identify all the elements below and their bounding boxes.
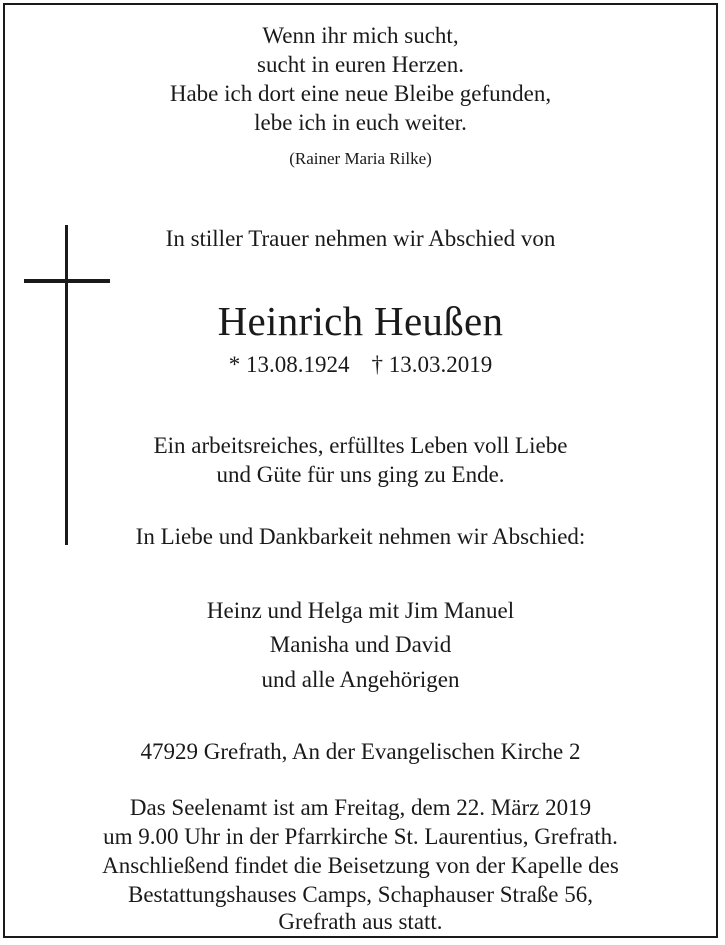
address: 47929 Grefrath, An der Evangelischen Kirche 2 [140, 739, 581, 764]
poem-line: lebe ich in euch weiter. [254, 110, 467, 135]
poem-author: (Rainer Maria Rilke) [289, 149, 432, 168]
service-line: Anschließend findet die Beisetzung von der Kapelle des [102, 853, 619, 878]
intro-text: In stiller Trauer nehmen wir Abschied von [165, 226, 556, 251]
poem-line: Habe ich dort eine neue Bleibe gefunden, [169, 81, 552, 106]
service-line: Bestattungshauses Camps, Schaphauser Straße 56, [127, 882, 594, 907]
deceased-name: Heinrich Heußen [217, 298, 504, 344]
tribute-line: Ein arbeitsreiches, erfülltes Leben voll Liebe [153, 433, 568, 458]
obituary-notice [3, 3, 718, 938]
mourner-line: Manisha und David [269, 632, 452, 657]
poem-line: sucht in euren Herzen. [257, 52, 464, 77]
cross-icon [65, 225, 68, 545]
service-line: Das Seelenamt ist am Freitag, dem 22. März 2019 [129, 795, 592, 820]
service-line: Grefrath aus statt. [278, 909, 443, 934]
mourner-line: Heinz und Helga mit Jim Manuel [206, 598, 515, 623]
death-date: † 13.03.2019 [371, 352, 493, 377]
cross-icon-bar [24, 279, 110, 283]
poem-line: Wenn ihr mich sucht, [262, 23, 459, 48]
farewell-text: In Liebe und Dankbarkeit nehmen wir Abschied: [135, 524, 586, 549]
birth-date: * 13.08.1924 [228, 352, 350, 377]
life-dates [5, 352, 716, 378]
service-line: um 9.00 Uhr in der Pfarrkirche St. Laurentius, Grefrath. [103, 824, 618, 849]
tribute-line: und Güte für uns ging zu Ende. [216, 462, 505, 487]
mourner-line: und alle Angehörigen [261, 667, 460, 692]
